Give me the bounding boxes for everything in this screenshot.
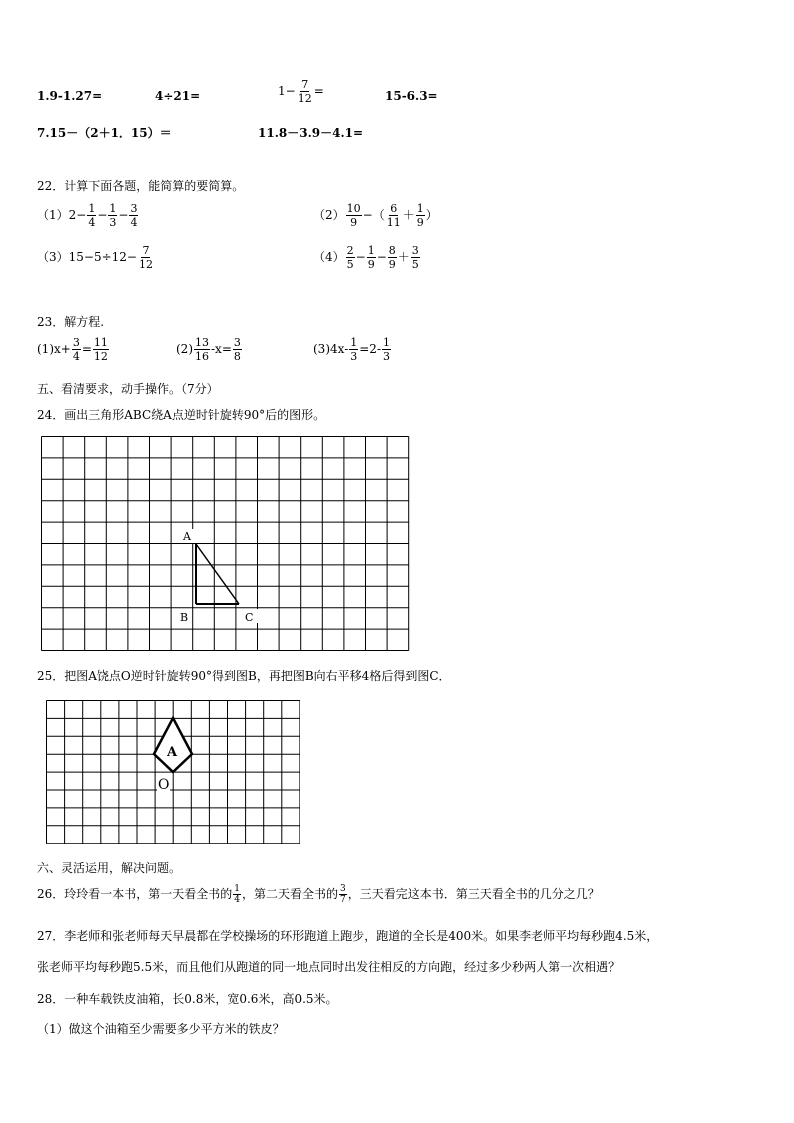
q28-sub1: （1）做这个油箱至少需要多少平方米的铁皮？ (37, 1022, 285, 1036)
frac-num: 1 (350, 336, 358, 349)
q26-text-2: ，第二天看全书的 (242, 887, 339, 901)
triangle-side-ac (196, 544, 239, 604)
frac-num: 1 (367, 244, 375, 257)
frac-den: 4 (88, 216, 96, 229)
op: − (376, 250, 387, 264)
frac-den: 5 (346, 258, 354, 271)
q22-part4 (313, 244, 421, 271)
q22-p1-label: （1）2− (37, 208, 87, 222)
op: − (97, 208, 108, 222)
op: − (355, 250, 366, 264)
op: = (81, 342, 92, 356)
eq-pre: (2) (176, 342, 193, 356)
frac-den: 9 (416, 216, 424, 229)
frac-num: 1 (234, 884, 241, 894)
label-b: B (180, 611, 189, 624)
frac-den: 7 (340, 895, 346, 905)
op: − (118, 208, 129, 222)
frac-num: 7 (142, 244, 150, 257)
label-c: C (245, 611, 254, 624)
frac-den: 8 (233, 350, 241, 363)
eq-pre: (1)x+ (37, 342, 71, 356)
q24-grid (41, 436, 419, 652)
frac-den: 9 (388, 258, 396, 271)
op: ＋ (397, 250, 410, 264)
q22-p3-label: （3）15−5÷12− (37, 250, 137, 264)
frac-den: 3 (350, 350, 358, 363)
q25-grid (46, 700, 300, 844)
calc-4: 15-6.3= (385, 89, 438, 103)
q25-title: 25．把图A饶点O逆时针旋转90°得到图B，再把图B向右平移4格后得到图C． (37, 669, 451, 683)
frac-num: 3 (233, 336, 241, 349)
frac-num: 13 (195, 336, 209, 349)
frac-num: 2 (346, 244, 354, 257)
frac-den: 4 (234, 895, 241, 905)
frac-den: 4 (72, 350, 80, 363)
q26 (37, 884, 600, 905)
frac-num: 11 (93, 336, 108, 349)
frac-den: 9 (367, 258, 375, 271)
frac-num: 3 (72, 336, 80, 349)
calc-1: 1.9-1.27= (37, 89, 103, 103)
frac-num: 1 (109, 202, 117, 215)
frac-den: 12 (138, 258, 153, 271)
point-o-label: O (158, 777, 170, 793)
q22-part2 (313, 202, 438, 229)
op: =2- (359, 342, 381, 356)
frac-den: 3 (383, 350, 390, 363)
calc-3-pre: 1− (278, 84, 296, 98)
q27-line1: 27．李老师和张老师每天早晨都在学校操场的环形跑道上跑步，跑道的全长是400米。如果李老师平均每秒跑4.5米， (37, 929, 659, 943)
calc-3 (278, 78, 324, 105)
frac-num: 7 (301, 78, 309, 91)
q23-eq3 (313, 336, 392, 363)
op: −（ (362, 208, 385, 222)
frac-den: 11 (386, 216, 401, 229)
figure-a-label: A (167, 745, 178, 760)
q23-eq1 (37, 336, 110, 363)
frac-num: 1 (383, 336, 390, 349)
frac-den: 12 (93, 350, 108, 363)
q24-title: 24．画出三角形ABC绕A点逆时针旋转90°后的图形。 (37, 408, 326, 422)
calc-2: 4÷21= (155, 89, 201, 103)
op: -x= (211, 342, 232, 356)
frac-num: 3 (130, 202, 138, 215)
calc-3-post: = (313, 84, 324, 98)
frac-den: 4 (130, 216, 138, 229)
q23-title: 23．解方程. (37, 315, 105, 329)
label-a: A (183, 530, 191, 543)
frac-den: 12 (297, 92, 312, 105)
frac-num: 3 (411, 244, 419, 257)
frac-num: 8 (388, 244, 396, 257)
frac-den: 3 (109, 216, 117, 229)
section-6-heading: 六、灵活运用，解决问题。 (37, 861, 182, 875)
op: ＋ (402, 208, 415, 222)
frac-num: 1 (416, 202, 424, 215)
q26-text-1: 26．玲玲看一本书，第一天看全书的 (37, 887, 233, 901)
q22-title: 22．计算下面各题，能简算的要简算。 (37, 179, 245, 193)
op: ） (425, 208, 438, 222)
q22-part3 (37, 244, 155, 271)
calc-6: 11.8－3.9－4.1= (258, 126, 364, 140)
frac-den: 5 (411, 258, 419, 271)
q23-eq2 (176, 336, 243, 363)
frac-num: 3 (340, 884, 346, 894)
q22-p4-label: （4） (313, 250, 345, 264)
calc-5: 7.15－（2＋1．15）＝ (37, 126, 172, 140)
q27-line2: 张老师平均每秒跑5.5米，而且他们从跑道的同一地点同时出发往相反的方向跑，经过多少秒两人第一次相遇？ (37, 960, 621, 974)
frac-den: 16 (195, 350, 209, 363)
eq-pre: (3)4x- (313, 342, 349, 356)
q28-title: 28．一种车载铁皮油箱，长0.8米，宽0.6米，高0.5米。 (37, 992, 338, 1006)
section-5-heading: 五、看清要求，动手操作。（7分） (37, 382, 219, 396)
q22-p2-label: （2） (313, 208, 345, 222)
frac-num: 10 (346, 202, 361, 215)
frac-den: 9 (350, 216, 358, 229)
q22-part1 (37, 202, 139, 229)
frac-num: 6 (390, 202, 398, 215)
frac-num: 1 (88, 202, 96, 215)
q26-text-3: ，三天看完这本书．第三天看全书的几分之几？ (347, 887, 600, 901)
